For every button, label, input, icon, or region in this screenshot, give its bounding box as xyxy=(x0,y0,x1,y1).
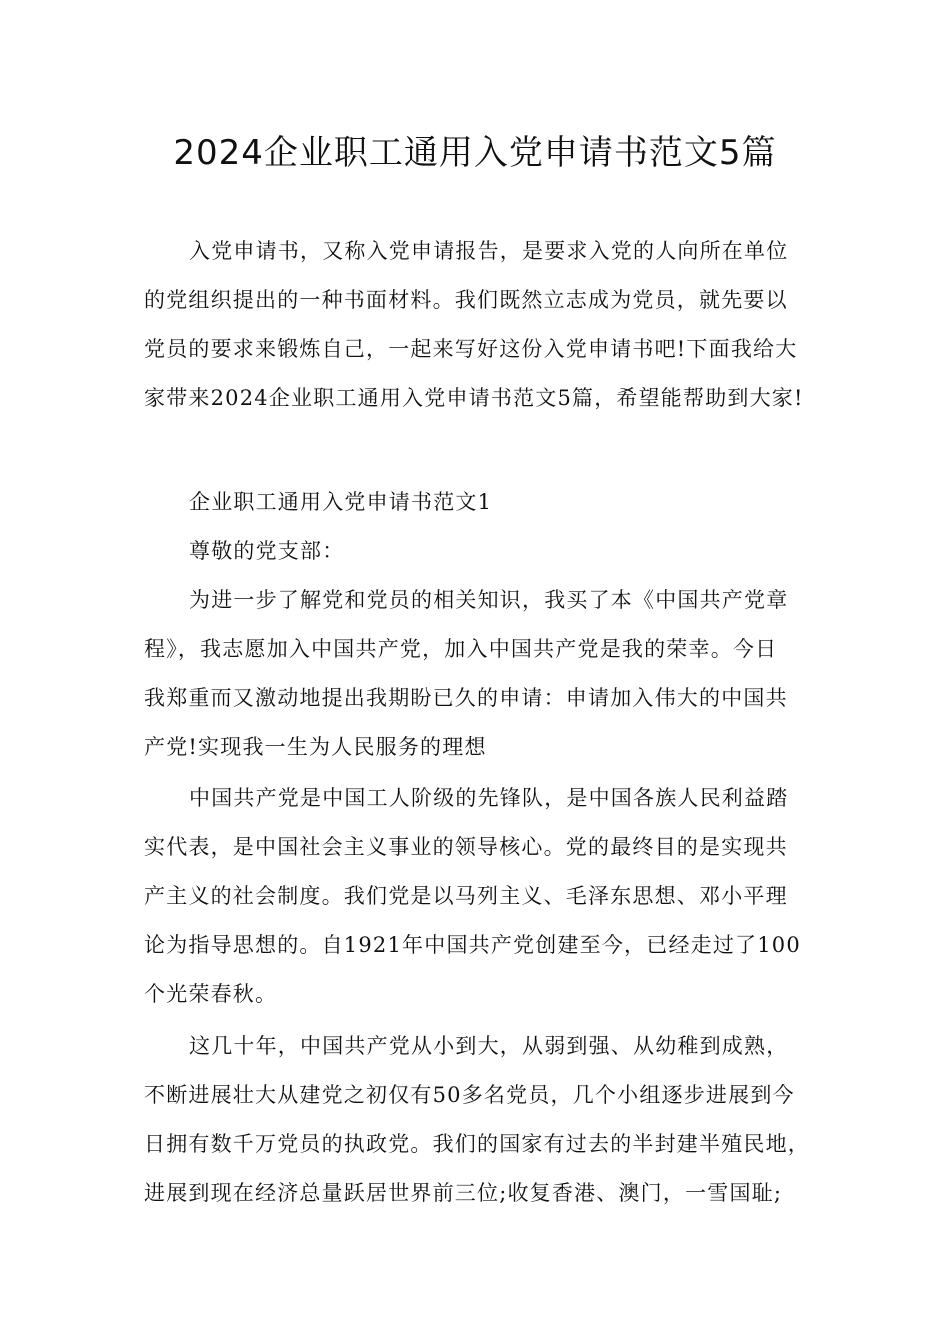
paragraph-line: 这几十年，中国共产党从小到大，从弱到强、从幼稚到成熟， xyxy=(189,1034,789,1058)
paragraph-line: 中国共产党是中国工人阶级的先锋队，是中国各族人民利益踏 xyxy=(189,786,789,810)
paragraph-line: 产主义的社会制度。我们党是以马列主义、毛泽东思想、邓小平理 xyxy=(144,884,788,908)
paragraph-line: 进展到现在经济总量跃居世界前三位;收复香港、澳门，一雪国耻; xyxy=(144,1181,783,1205)
document-title: 2024企业职工通用入党申请书范文5篇 xyxy=(173,133,777,173)
paragraph-line: 不断进展壮大从建党之初仅有50多名党员，几个小组逐步进展到今 xyxy=(144,1083,795,1107)
paragraph-line: 实代表，是中国社会主义事业的领导核心。党的最终目的是实现共 xyxy=(144,835,788,859)
paragraph-line: 论为指导思想的。自1921年中国共产党创建至今，已经走过了100 xyxy=(144,933,801,957)
paragraph-line: 产党!实现我一生为人民服务的理想 xyxy=(144,735,487,759)
intro-line: 党员的要求来锻炼自己，一起来写好这份入党申请书吧!下面我给大 xyxy=(144,337,798,361)
section-heading: 企业职工通用入党申请书范文1 xyxy=(189,490,493,514)
intro-line: 的党组织提出的一种书面材料。我们既然立志成为党员，就先要以 xyxy=(144,288,788,312)
paragraph-line: 程》，我志愿加入中国共产党，加入中国共产党是我的荣幸。今日 xyxy=(144,637,778,661)
salutation: 尊敬的党支部： xyxy=(189,539,345,563)
paragraph-line: 个光荣春秋。 xyxy=(144,982,278,1006)
intro-line: 家带来2024企业职工通用入党申请书范文5篇，希望能帮助到大家! xyxy=(144,386,804,410)
paragraph-line: 日拥有数千万党员的执政党。我们的国家有过去的半封建半殖民地， xyxy=(144,1132,810,1156)
paragraph-line: 为进一步了解党和党员的相关知识，我买了本《中国共产党章 xyxy=(189,588,789,612)
intro-line: 入党申请书，又称入党申请报告，是要求入党的人向所在单位 xyxy=(189,239,789,263)
paragraph-line: 我郑重而又激动地提出我期盼已久的申请：申请加入伟大的中国共 xyxy=(144,686,788,710)
